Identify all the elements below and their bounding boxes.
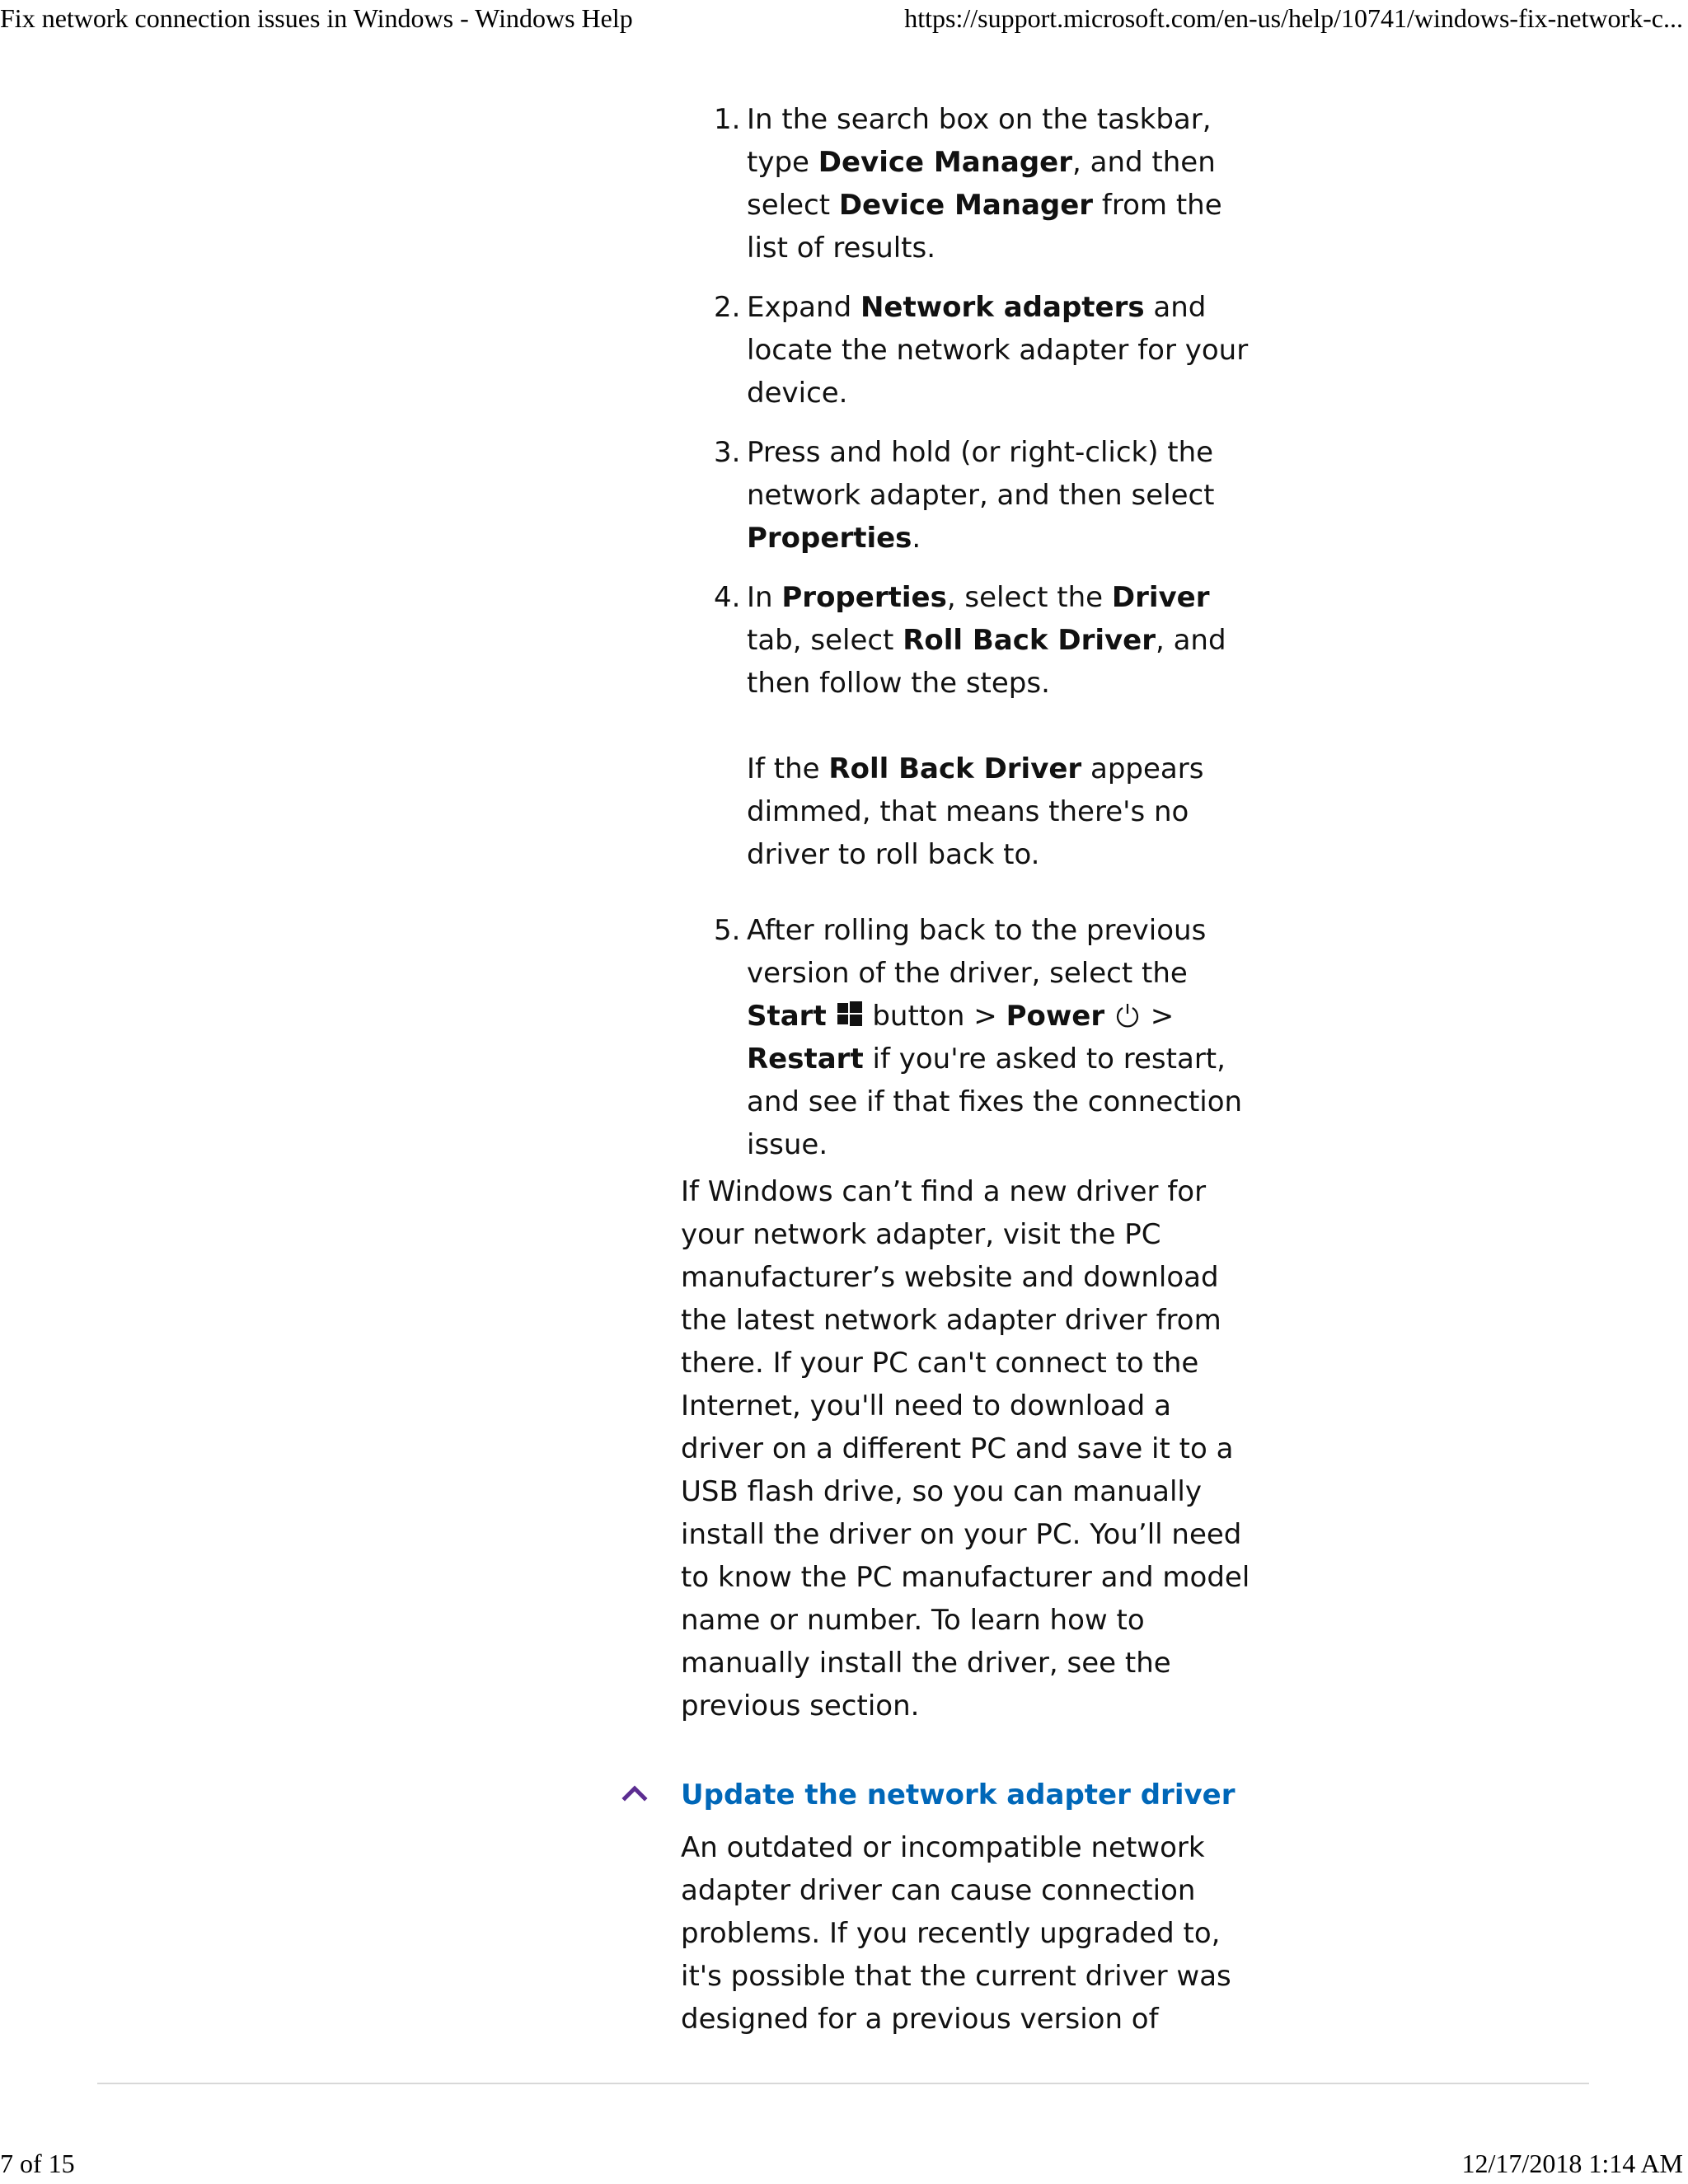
power-icon [1114, 998, 1142, 1026]
ui-term: Start [747, 1000, 827, 1033]
step-number: 1. [714, 103, 741, 136]
list-item [714, 98, 1258, 269]
chevron-up-icon[interactable] [618, 1777, 651, 1810]
section-body: An outdated or incompatible network adapter driver can cause connection problems. If you recently upgraded to, it's possible that the current driver was designed for a previous version of [681, 1831, 1231, 2036]
steps-list [714, 98, 1258, 1183]
page-number: 7 of 15 [0, 2149, 75, 2178]
step-text: Expand Network adapters and locate the network adapter for your device. [747, 291, 1249, 410]
ui-term: Driver [1111, 581, 1210, 614]
section-title-link[interactable]: Update the network adapter driver [681, 1779, 1236, 1811]
list-item [714, 286, 1258, 415]
ui-term: Roll Back Driver [828, 752, 1082, 785]
ui-term: Network adapters [860, 291, 1145, 324]
windows-logo-icon [836, 997, 864, 1025]
page-url: https://support.microsoft.com/en-us/help/10741/windows-fix-network-c... [904, 3, 1683, 33]
ui-term: Properties [747, 522, 912, 555]
driver-paragraph: If Windows can’t find a new driver for your network adapter, visit the PC manufacturer’s website and download the latest network adapter driver from there. If your PC can't connect to the Internet, you'll need to download a driver on a different PC and save it to a USB flash drive, so you can manually install the driver on your PC. You’ll need to know the PC manufacturer and model name or number. To learn how to manually install the driver, see the previous section. [681, 1175, 1250, 1722]
step-note: If the Roll Back Driver appears dimmed, that means there's no driver to roll back to. [747, 752, 1204, 871]
list-item [714, 909, 1258, 1166]
step-text: After rolling back to the previous version of the driver, select the Start button > Power > Restart if you're asked to restart, and see if that fixes the connection issue. [747, 914, 1243, 1161]
ui-term: Restart [747, 1043, 864, 1076]
step-number: 4. [714, 581, 741, 614]
step-text: In Properties, select the Driver tab, select Roll Back Driver, and then follow the steps. [747, 581, 1226, 700]
page-title: Fix network connection issues in Windows - Windows Help [0, 3, 633, 33]
print-timestamp: 12/17/2018 1:14 AM [1461, 2149, 1683, 2178]
print-footer [0, 2147, 1688, 2180]
step-text: Press and hold (or right-click) the network adapter, and then select Properties. [747, 436, 1215, 555]
ui-term: Device Manager [838, 189, 1094, 222]
step-number: 2. [714, 291, 741, 324]
ui-term: Power [1006, 1000, 1105, 1033]
list-item [714, 431, 1258, 560]
ui-term: Roll Back Driver [903, 624, 1156, 657]
list-item [714, 576, 1258, 876]
print-header [0, 2, 1688, 35]
divider [97, 2083, 1589, 2084]
step-number: 3. [714, 436, 741, 469]
ui-term: Properties [781, 581, 947, 614]
step-number: 5. [714, 914, 741, 947]
step-text: In the search box on the taskbar, type Device Manager, and then select Device Manager from the list of results. [747, 103, 1222, 265]
ui-term: Device Manager [818, 146, 1073, 179]
